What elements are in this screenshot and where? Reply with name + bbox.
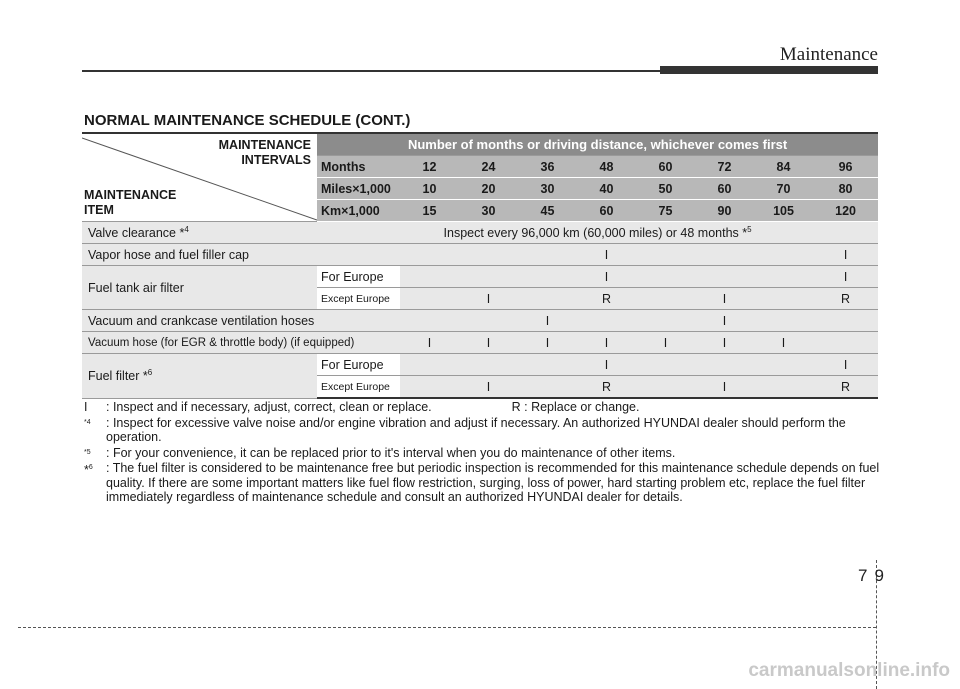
note-legend-replace: R : Replace or change. xyxy=(511,400,640,414)
schedule-cell xyxy=(400,376,459,399)
maintenance-schedule-table xyxy=(82,132,878,399)
schedule-cell: I xyxy=(813,266,878,288)
schedule-cell xyxy=(577,310,636,332)
interval-value: 20 xyxy=(459,178,518,200)
interval-value: 50 xyxy=(636,178,695,200)
region-label: For Europe xyxy=(317,266,400,288)
note-mark: *4 xyxy=(84,418,91,426)
note-text: : Inspect for excessive valve noise and/or engine vibration and adjust if necessary. An authorized HYUNDAI dealer should perform the operation. xyxy=(106,415,846,444)
item-label: Vapor hose and fuel filler cap xyxy=(82,244,400,266)
schedule-cell xyxy=(400,354,459,376)
schedule-cell xyxy=(636,288,695,310)
note-text: : For your convenience, it can be replaced prior to it's interval when you do maintenance of other items. xyxy=(106,445,676,460)
item-label: Vacuum and crankcase ventilation hoses xyxy=(82,310,400,332)
interval-value: 70 xyxy=(754,178,813,200)
schedule-cell xyxy=(754,376,813,399)
schedule-cell: R xyxy=(813,288,878,310)
running-header-title: Maintenance xyxy=(779,44,878,65)
schedule-cell: I xyxy=(459,376,518,399)
footer-rule xyxy=(18,627,876,628)
interval-value: 60 xyxy=(695,178,754,200)
region-label: Except Europe xyxy=(317,376,400,399)
schedule-cell: I xyxy=(754,332,813,354)
interval-value: 60 xyxy=(636,156,695,178)
note-legend xyxy=(84,400,884,415)
interval-value: 24 xyxy=(459,156,518,178)
item-label: Fuel filter *$^6$ xyxy=(82,354,317,399)
schedule-cell xyxy=(813,310,878,332)
row-fuel-filter-europe xyxy=(82,354,878,376)
schedule-cell: I xyxy=(813,244,878,266)
schedule-cell xyxy=(754,310,813,332)
schedule-cell: I xyxy=(577,332,636,354)
schedule-cell xyxy=(754,354,813,376)
interval-value: 10 xyxy=(400,178,459,200)
corner-intervals-label: MAINTENANCE INTERVALS xyxy=(218,138,311,167)
schedule-cell xyxy=(636,376,695,399)
page-number: 79 xyxy=(858,566,891,585)
schedule-cell xyxy=(695,244,754,266)
schedule-cell xyxy=(459,354,518,376)
schedule-cell xyxy=(636,244,695,266)
interval-value: 105 xyxy=(754,200,813,222)
interval-value: 40 xyxy=(577,178,636,200)
schedule-cell: I xyxy=(577,244,636,266)
interval-label: Miles×1,000 xyxy=(317,178,400,200)
schedule-cell xyxy=(754,266,813,288)
schedule-cell: I xyxy=(400,332,459,354)
schedule-cell: I xyxy=(577,266,636,288)
row-valve-clearance xyxy=(82,222,878,244)
schedule-cell: I xyxy=(813,354,878,376)
note-mark: I xyxy=(84,400,88,414)
interval-value: 72 xyxy=(695,156,754,178)
column-group-header: Number of months or driving distance, whichever comes first xyxy=(317,133,878,156)
interval-value: 45 xyxy=(518,200,577,222)
interval-value: 75 xyxy=(636,200,695,222)
schedule-cell: I xyxy=(695,288,754,310)
header-rule xyxy=(82,70,662,72)
note-mark: *5 xyxy=(84,448,91,456)
schedule-cell: I xyxy=(459,332,518,354)
corner-item-label: MAINTENANCE ITEM xyxy=(84,188,177,217)
schedule-cell: R xyxy=(813,376,878,399)
schedule-cell: I xyxy=(459,288,518,310)
schedule-cell: I xyxy=(636,332,695,354)
note-5 xyxy=(84,446,884,461)
interval-value: 80 xyxy=(813,178,878,200)
schedule-cell xyxy=(636,354,695,376)
header-bar xyxy=(660,66,878,74)
row-fuel-tank-europe xyxy=(82,266,878,288)
interval-value: 90 xyxy=(695,200,754,222)
interval-value: 60 xyxy=(577,200,636,222)
schedule-cell xyxy=(813,332,878,354)
valve-clearance-note: Inspect every 96,000 km (60,000 miles) or 48 months *$^5$ xyxy=(317,222,878,244)
schedule-cell xyxy=(459,266,518,288)
interval-value: 12 xyxy=(400,156,459,178)
interval-value: 120 xyxy=(813,200,878,222)
schedule-cell xyxy=(754,244,813,266)
schedule-cell xyxy=(695,266,754,288)
item-label: Fuel tank air filter xyxy=(82,266,317,310)
note-6 xyxy=(84,461,884,505)
table-corner-header xyxy=(82,133,317,222)
interval-value: 84 xyxy=(754,156,813,178)
schedule-cell: I xyxy=(518,310,577,332)
schedule-cell: R xyxy=(577,288,636,310)
interval-value: 15 xyxy=(400,200,459,222)
note-text: : The fuel filter is considered to be maintenance free but periodic inspection is recommended for this maintenance schedule depends on fuel quality. If there are some important matters like fuel flow restriction, surging, loss of power, hard starting problem etc, replace the fuel filter immediately regardless of maintenance schedule and consult an authorized HYUNDAI dealer for details. xyxy=(106,461,880,504)
schedule-cell xyxy=(400,288,459,310)
schedule-cell xyxy=(400,244,459,266)
schedule-cell xyxy=(459,310,518,332)
schedule-cell xyxy=(695,354,754,376)
interval-value: 48 xyxy=(577,156,636,178)
schedule-cell xyxy=(518,376,577,399)
footnotes xyxy=(84,400,884,506)
schedule-cell xyxy=(636,310,695,332)
interval-value: 36 xyxy=(518,156,577,178)
schedule-cell xyxy=(518,244,577,266)
item-label: Valve clearance *$^4$ xyxy=(82,222,317,244)
item-label: Vacuum hose (for EGR & throttle body) (if equipped) xyxy=(82,332,400,354)
schedule-cell: I xyxy=(577,354,636,376)
schedule-cell: I xyxy=(695,310,754,332)
interval-value: 96 xyxy=(813,156,878,178)
note-mark: *$^6$ xyxy=(84,463,93,478)
schedule-cell: I xyxy=(695,332,754,354)
schedule-cell xyxy=(754,288,813,310)
row-vacuum-crankcase xyxy=(82,310,878,332)
note-4 xyxy=(84,416,884,445)
note-text: : Inspect and if necessary, adjust, correct, clean or replace. xyxy=(106,400,432,414)
interval-label: Months xyxy=(317,156,400,178)
schedule-cell xyxy=(636,266,695,288)
watermark: carmanualsonline.info xyxy=(748,660,950,681)
schedule-cell xyxy=(459,244,518,266)
schedule-cell: R xyxy=(577,376,636,399)
region-label: For Europe xyxy=(317,354,400,376)
interval-label: Km×1,000 xyxy=(317,200,400,222)
schedule-cell xyxy=(518,354,577,376)
schedule-cell xyxy=(400,310,459,332)
schedule-cell: I xyxy=(695,376,754,399)
schedule-cell: I xyxy=(518,332,577,354)
interval-value: 30 xyxy=(459,200,518,222)
schedule-cell xyxy=(518,266,577,288)
region-label: Except Europe xyxy=(317,288,400,310)
schedule-cell xyxy=(400,266,459,288)
interval-value: 30 xyxy=(518,178,577,200)
schedule-cell xyxy=(518,288,577,310)
row-vapor-hose xyxy=(82,244,878,266)
section-title: NORMAL MAINTENANCE SCHEDULE (CONT.) xyxy=(84,112,411,129)
row-vacuum-egr xyxy=(82,332,878,354)
